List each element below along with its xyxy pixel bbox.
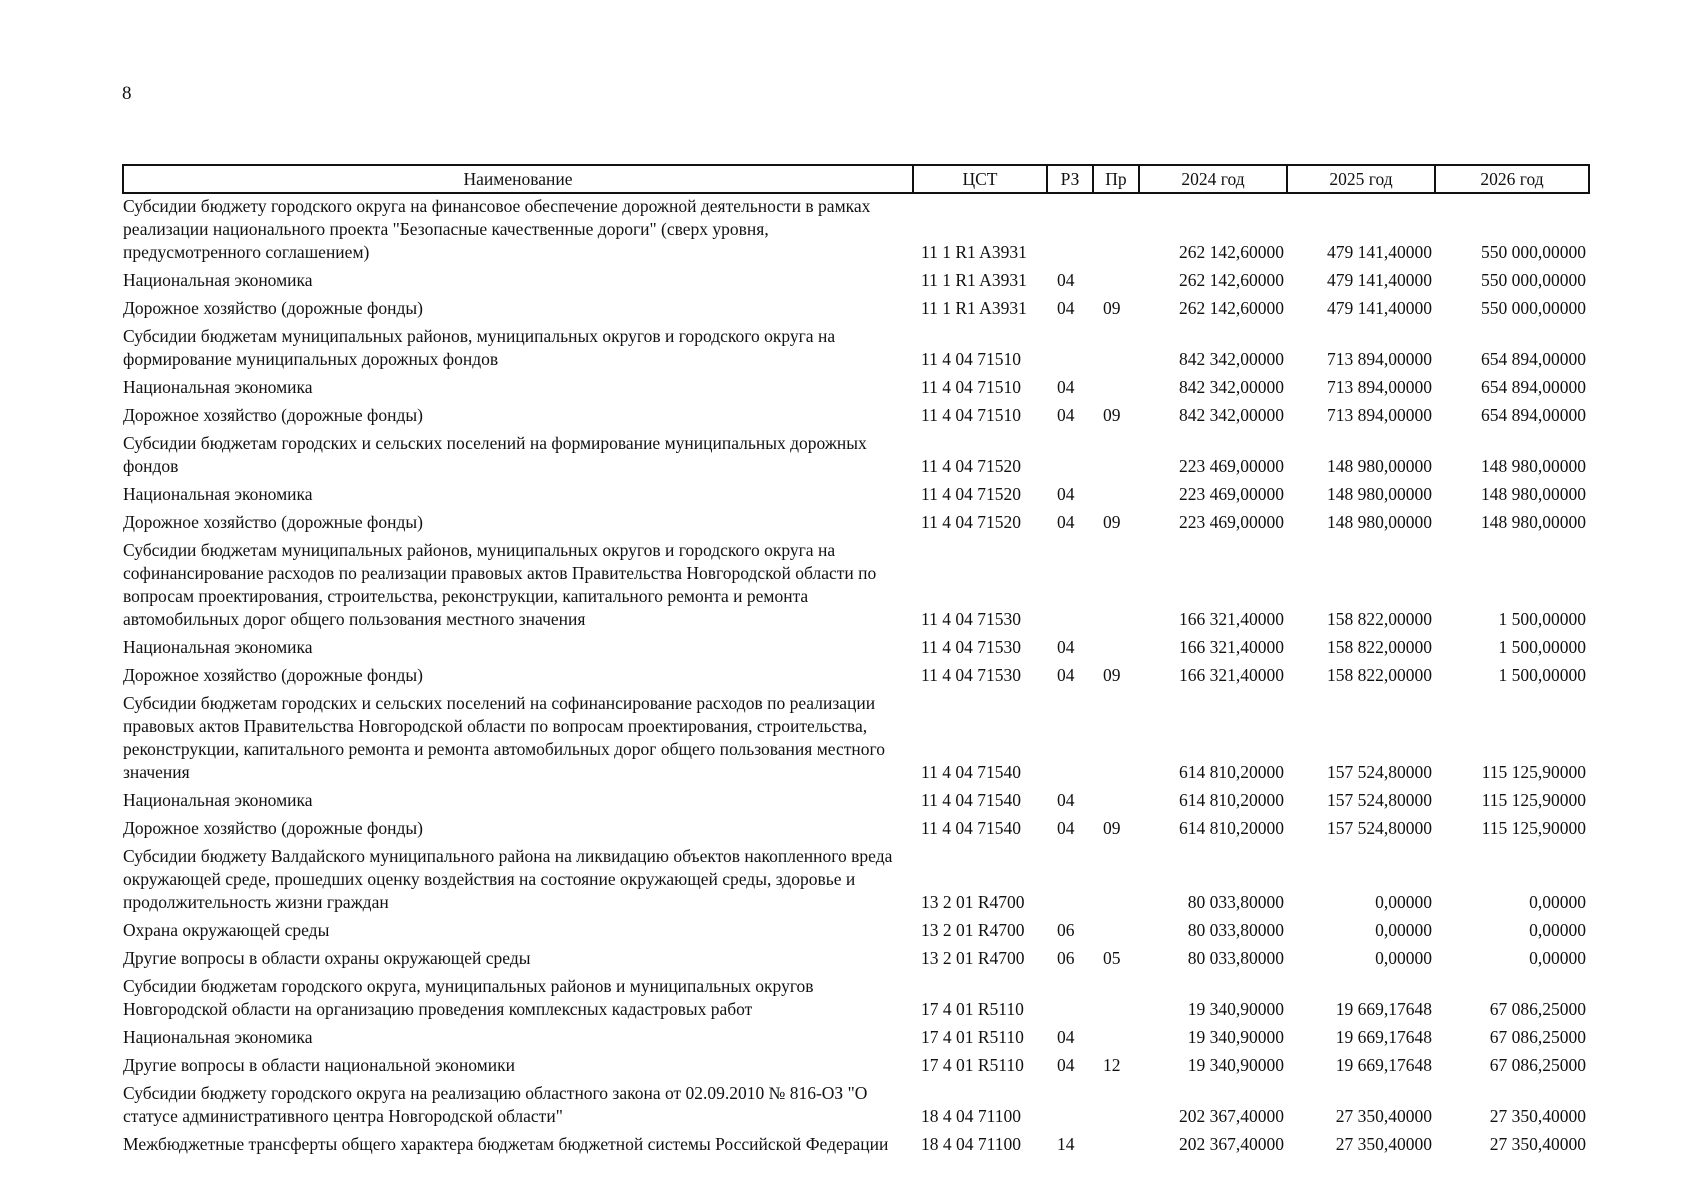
row-rz xyxy=(1047,324,1093,375)
row-value-2025: 0,00000 xyxy=(1375,948,1432,968)
row-value-2024: 262 142,60000 xyxy=(1179,298,1284,318)
row-code: 18 4 04 71100 xyxy=(921,1106,1021,1126)
row-name: Субсидии бюджетам городского округа, муниципальных районов и муниципальных округов Новгородской области на организацию проведения комплексных кадастровых работ xyxy=(123,976,814,1019)
row-value-2026: 654 894,00000 xyxy=(1481,377,1586,397)
row-code: 17 4 01 R5110 xyxy=(921,1027,1024,1047)
row-code: 11 4 04 71540 xyxy=(921,790,1021,810)
row-pr: 09 xyxy=(1103,818,1121,838)
table-row xyxy=(123,635,1589,663)
row-code: 13 2 01 R4700 xyxy=(921,920,1025,940)
row-value-2025: 157 524,80000 xyxy=(1327,818,1432,838)
row-value-2026: 550 000,00000 xyxy=(1481,298,1586,318)
row-value-2025: 713 894,00000 xyxy=(1327,377,1432,397)
row-rz xyxy=(1047,691,1093,788)
table-row xyxy=(123,268,1589,296)
row-value-2024: 842 342,00000 xyxy=(1179,377,1284,397)
row-pr xyxy=(1093,324,1139,375)
row-pr xyxy=(1093,193,1139,268)
table-row xyxy=(123,1132,1589,1160)
row-pr xyxy=(1093,482,1139,510)
row-name: Дорожное хозяйство (дорожные фонды) xyxy=(123,665,424,685)
row-code: 11 4 04 71520 xyxy=(921,512,1021,532)
row-name: Дорожное хозяйство (дорожные фонды) xyxy=(123,298,424,318)
row-value-2024: 842 342,00000 xyxy=(1179,349,1284,369)
row-value-2024: 19 340,90000 xyxy=(1187,999,1284,1019)
row-value-2024: 202 367,40000 xyxy=(1179,1106,1284,1126)
row-value-2025: 148 980,00000 xyxy=(1327,484,1432,504)
header-name: Наименование xyxy=(123,165,913,193)
header-2024: 2024 год xyxy=(1139,165,1287,193)
row-value-2026: 115 125,90000 xyxy=(1481,790,1586,810)
row-value-2025: 27 350,40000 xyxy=(1335,1106,1432,1126)
row-pr xyxy=(1093,918,1139,946)
row-rz xyxy=(1047,844,1093,918)
row-pr: 09 xyxy=(1103,405,1121,425)
table-header-row xyxy=(123,165,1589,193)
row-name: Субсидии бюджету Валдайского муниципального района на ликвидацию объектов накопленного вреда окружающей среде, прошедших оценку воздействия на состояние окружающей среды, здоровье и продолжительность жизни граждан xyxy=(123,846,893,912)
row-name: Национальная экономика xyxy=(123,637,313,657)
table-row xyxy=(123,375,1589,403)
row-pr xyxy=(1093,1081,1139,1132)
row-code: 11 1 R1 A3931 xyxy=(921,270,1027,290)
row-pr xyxy=(1093,788,1139,816)
table-row xyxy=(123,510,1589,538)
row-value-2024: 80 033,80000 xyxy=(1187,892,1284,912)
row-value-2025: 479 141,40000 xyxy=(1327,270,1432,290)
row-value-2025: 19 669,17648 xyxy=(1335,999,1432,1019)
row-rz: 04 xyxy=(1057,637,1075,657)
table-row xyxy=(123,1053,1589,1081)
table-row xyxy=(123,788,1589,816)
row-value-2026: 1 500,00000 xyxy=(1498,637,1586,657)
row-pr xyxy=(1093,844,1139,918)
row-value-2026: 67 086,25000 xyxy=(1489,1055,1586,1075)
row-value-2024: 80 033,80000 xyxy=(1187,948,1284,968)
row-rz: 04 xyxy=(1057,405,1075,425)
row-value-2026: 67 086,25000 xyxy=(1489,1027,1586,1047)
row-value-2026: 0,00000 xyxy=(1529,948,1586,968)
row-rz xyxy=(1047,538,1093,635)
row-value-2026: 1 500,00000 xyxy=(1498,665,1586,685)
row-value-2026: 115 125,90000 xyxy=(1481,818,1586,838)
row-code: 11 4 04 71510 xyxy=(921,405,1021,425)
row-value-2025: 19 669,17648 xyxy=(1335,1027,1432,1047)
row-rz: 04 xyxy=(1057,484,1075,504)
row-value-2025: 148 980,00000 xyxy=(1327,456,1432,476)
row-value-2024: 262 142,60000 xyxy=(1179,242,1284,262)
row-rz xyxy=(1047,974,1093,1025)
row-name: Национальная экономика xyxy=(123,1027,313,1047)
row-value-2025: 19 669,17648 xyxy=(1335,1055,1432,1075)
row-name: Другие вопросы в области охраны окружающей среды xyxy=(123,948,531,968)
row-value-2025: 158 822,00000 xyxy=(1327,637,1432,657)
budget-table xyxy=(122,164,1590,1160)
row-value-2026: 27 350,40000 xyxy=(1489,1134,1586,1154)
row-value-2025: 158 822,00000 xyxy=(1327,609,1432,629)
row-name: Субсидии бюджетам городских и сельских поселений на софинансирование расходов по реализации правовых актов Правительства Новгородской области по вопросам проектирования, строительства, реконструкции, капитального ремонта и ремонта автомобильных дорог общего пользования местного значения xyxy=(123,693,886,782)
header-rz: РЗ xyxy=(1047,165,1093,193)
row-name: Субсидии бюджету городского округа на финансовое обеспечение дорожной деятельности в рамках реализации национального проекта "Безопасные качественные дороги" (сверх уровня, предусмотренного соглашением) xyxy=(123,196,871,262)
row-name: Национальная экономика xyxy=(123,377,313,397)
row-value-2026: 27 350,40000 xyxy=(1489,1106,1586,1126)
row-name: Субсидии бюджету городского округа на реализацию областного закона от 02.09.2010 № 816-ОЗ "О статусе административного центра Новгородской области" xyxy=(123,1083,868,1126)
table-row xyxy=(123,431,1589,482)
row-value-2025: 157 524,80000 xyxy=(1327,790,1432,810)
header-pr: Пр xyxy=(1093,165,1139,193)
header-2025: 2025 год xyxy=(1287,165,1435,193)
row-value-2024: 614 810,20000 xyxy=(1179,818,1284,838)
row-name: Охрана окружающей среды xyxy=(123,920,330,940)
row-value-2025: 0,00000 xyxy=(1375,892,1432,912)
row-rz: 04 xyxy=(1057,818,1075,838)
table-row xyxy=(123,193,1589,268)
row-pr xyxy=(1093,1025,1139,1053)
table-row xyxy=(123,538,1589,635)
row-name: Другие вопросы в области национальной экономики xyxy=(123,1055,515,1075)
row-value-2026: 148 980,00000 xyxy=(1481,456,1586,476)
table-row xyxy=(123,946,1589,974)
row-value-2026: 654 894,00000 xyxy=(1481,349,1586,369)
row-value-2024: 19 340,90000 xyxy=(1187,1055,1284,1075)
header-2026: 2026 год xyxy=(1435,165,1589,193)
row-value-2024: 80 033,80000 xyxy=(1187,920,1284,940)
row-value-2025: 158 822,00000 xyxy=(1327,665,1432,685)
row-code: 11 4 04 71510 xyxy=(921,377,1021,397)
table-row xyxy=(123,691,1589,788)
row-name: Дорожное хозяйство (дорожные фонды) xyxy=(123,512,424,532)
row-rz: 04 xyxy=(1057,1027,1075,1047)
row-value-2024: 614 810,20000 xyxy=(1179,762,1284,782)
row-pr: 12 xyxy=(1103,1055,1121,1075)
row-value-2025: 479 141,40000 xyxy=(1327,242,1432,262)
row-name: Межбюджетные трансферты общего характера бюджетам бюджетной системы Российской Федерации xyxy=(123,1134,889,1154)
row-value-2026: 67 086,25000 xyxy=(1489,999,1586,1019)
table-row xyxy=(123,974,1589,1025)
row-rz: 14 xyxy=(1057,1134,1075,1154)
row-value-2024: 223 469,00000 xyxy=(1179,484,1284,504)
table-row xyxy=(123,816,1589,844)
row-code: 18 4 04 71100 xyxy=(921,1134,1021,1154)
row-rz xyxy=(1047,431,1093,482)
row-pr: 09 xyxy=(1103,665,1121,685)
row-code: 13 2 01 R4700 xyxy=(921,948,1025,968)
table-row xyxy=(123,1025,1589,1053)
row-rz: 04 xyxy=(1057,377,1075,397)
table-body xyxy=(123,193,1589,1160)
row-pr xyxy=(1093,268,1139,296)
row-rz: 04 xyxy=(1057,298,1075,318)
row-pr xyxy=(1093,375,1139,403)
row-pr: 09 xyxy=(1103,512,1121,532)
table-row xyxy=(123,482,1589,510)
row-name: Дорожное хозяйство (дорожные фонды) xyxy=(123,818,424,838)
row-rz: 06 xyxy=(1057,920,1075,940)
row-code: 17 4 01 R5110 xyxy=(921,999,1024,1019)
row-value-2025: 148 980,00000 xyxy=(1327,512,1432,532)
row-pr xyxy=(1093,635,1139,663)
row-code: 11 1 R1 A3931 xyxy=(921,242,1027,262)
row-pr xyxy=(1093,1132,1139,1160)
row-value-2026: 550 000,00000 xyxy=(1481,242,1586,262)
row-code: 11 4 04 71510 xyxy=(921,349,1021,369)
row-rz: 04 xyxy=(1057,1055,1075,1075)
header-code: ЦСТ xyxy=(913,165,1047,193)
row-code: 11 4 04 71530 xyxy=(921,665,1021,685)
table-row xyxy=(123,918,1589,946)
row-value-2026: 550 000,00000 xyxy=(1481,270,1586,290)
row-name: Субсидии бюджетам муниципальных районов, муниципальных округов и городского округа на формирование муниципальных дорожных фондов xyxy=(123,326,836,369)
row-pr: 09 xyxy=(1103,298,1121,318)
row-rz xyxy=(1047,193,1093,268)
table-row xyxy=(123,844,1589,918)
row-rz: 04 xyxy=(1057,790,1075,810)
table-row xyxy=(123,296,1589,324)
row-code: 11 4 04 71540 xyxy=(921,818,1021,838)
row-value-2024: 614 810,20000 xyxy=(1179,790,1284,810)
row-value-2024: 842 342,00000 xyxy=(1179,405,1284,425)
row-name: Национальная экономика xyxy=(123,790,313,810)
row-value-2024: 166 321,40000 xyxy=(1179,665,1284,685)
row-name: Субсидии бюджетам муниципальных районов, муниципальных округов и городского округа на софинансирование расходов по реализации правовых актов Правительства Новгородской области по вопросам проектирования, строительства, реконструкции, капитального ремонта и ремонта автомобильных дорог общего пользования местного значения xyxy=(123,540,877,629)
row-value-2024: 19 340,90000 xyxy=(1187,1027,1284,1047)
row-code: 11 4 04 71530 xyxy=(921,609,1021,629)
row-rz: 04 xyxy=(1057,270,1075,290)
row-name: Национальная экономика xyxy=(123,484,313,504)
row-rz xyxy=(1047,1081,1093,1132)
row-value-2024: 262 142,60000 xyxy=(1179,270,1284,290)
row-value-2024: 223 469,00000 xyxy=(1179,512,1284,532)
row-name: Национальная экономика xyxy=(123,270,313,290)
table-row xyxy=(123,403,1589,431)
row-value-2025: 27 350,40000 xyxy=(1335,1134,1432,1154)
row-value-2026: 0,00000 xyxy=(1529,920,1586,940)
row-pr xyxy=(1093,538,1139,635)
page-number: 8 xyxy=(122,83,132,104)
row-value-2025: 479 141,40000 xyxy=(1327,298,1432,318)
row-code: 13 2 01 R4700 xyxy=(921,892,1025,912)
row-pr xyxy=(1093,431,1139,482)
row-value-2024: 166 321,40000 xyxy=(1179,637,1284,657)
row-pr xyxy=(1093,691,1139,788)
row-pr xyxy=(1093,974,1139,1025)
row-name: Субсидии бюджетам городских и сельских поселений на формирование муниципальных дорожных фондов xyxy=(123,433,867,476)
row-value-2026: 654 894,00000 xyxy=(1481,405,1586,425)
row-value-2024: 223 469,00000 xyxy=(1179,456,1284,476)
row-value-2025: 713 894,00000 xyxy=(1327,405,1432,425)
row-code: 11 4 04 71540 xyxy=(921,762,1021,782)
row-value-2024: 166 321,40000 xyxy=(1179,609,1284,629)
row-value-2025: 157 524,80000 xyxy=(1327,762,1432,782)
row-code: 11 4 04 71520 xyxy=(921,484,1021,504)
row-rz: 04 xyxy=(1057,512,1075,532)
row-code: 17 4 01 R5110 xyxy=(921,1055,1024,1075)
row-name: Дорожное хозяйство (дорожные фонды) xyxy=(123,405,424,425)
row-value-2026: 1 500,00000 xyxy=(1498,609,1586,629)
row-value-2026: 148 980,00000 xyxy=(1481,484,1586,504)
row-value-2025: 713 894,00000 xyxy=(1327,349,1432,369)
row-value-2026: 115 125,90000 xyxy=(1481,762,1586,782)
row-code: 11 1 R1 A3931 xyxy=(921,298,1027,318)
row-rz: 04 xyxy=(1057,665,1075,685)
row-rz: 06 xyxy=(1057,948,1075,968)
table-row xyxy=(123,1081,1589,1132)
table-row xyxy=(123,663,1589,691)
row-pr: 05 xyxy=(1103,948,1121,968)
table-row xyxy=(123,324,1589,375)
row-code: 11 4 04 71520 xyxy=(921,456,1021,476)
row-value-2024: 202 367,40000 xyxy=(1179,1134,1284,1154)
row-value-2025: 0,00000 xyxy=(1375,920,1432,940)
row-value-2026: 148 980,00000 xyxy=(1481,512,1586,532)
row-code: 11 4 04 71530 xyxy=(921,637,1021,657)
row-value-2026: 0,00000 xyxy=(1529,892,1586,912)
